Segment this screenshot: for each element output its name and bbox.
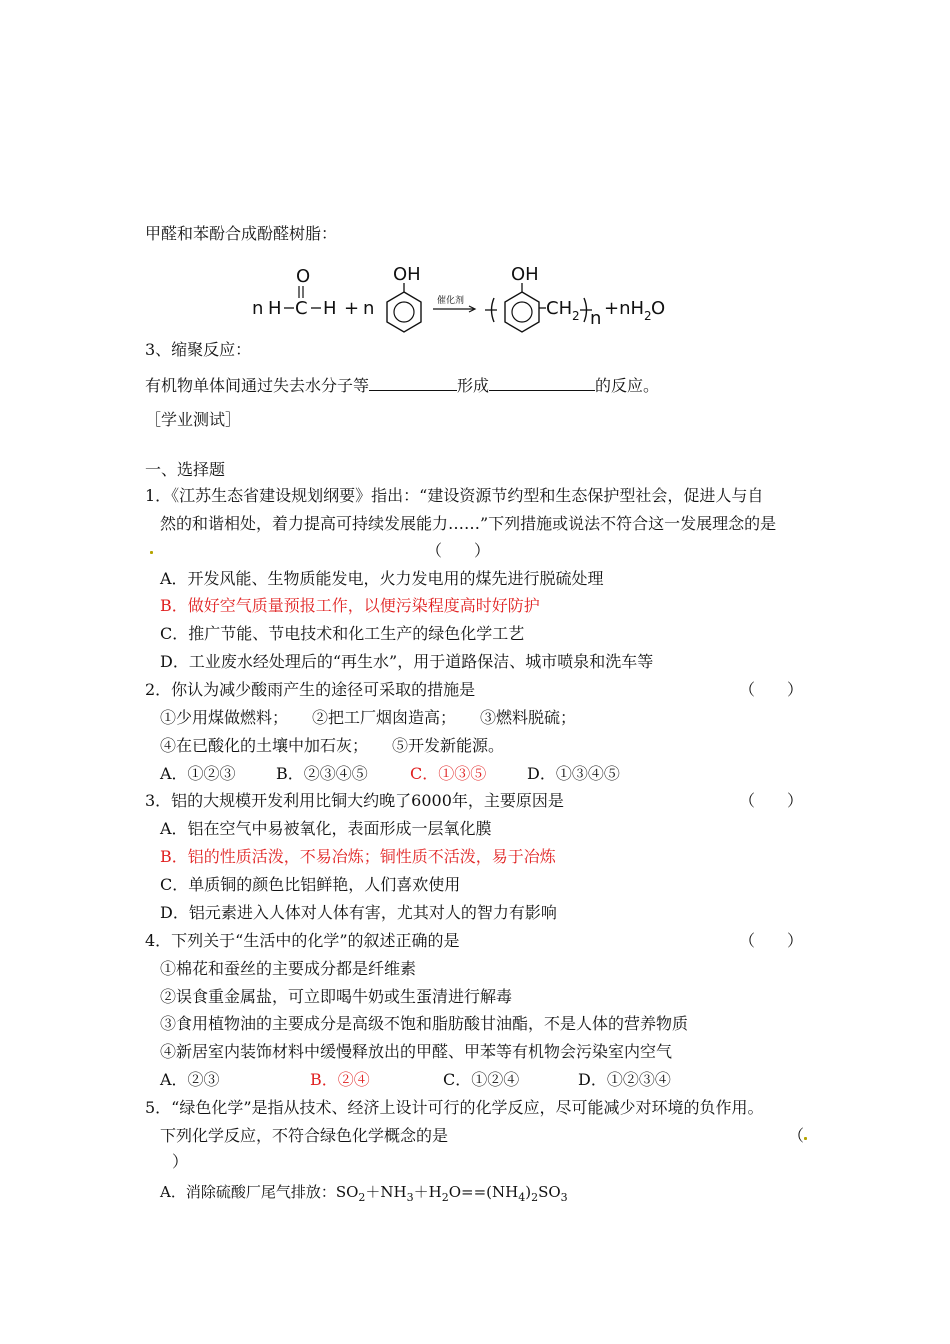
q5-a-mid4: ) bbox=[525, 1183, 532, 1201]
eq-water-n: +nH bbox=[604, 298, 645, 319]
q3-option-c: C．单质铜的颜色比铝鲜艳，人们喜欢使用 bbox=[160, 875, 461, 894]
eq-ch2-sub: 2 bbox=[572, 309, 580, 323]
q4-item3: ③食用植物油的主要成分是高级不饱和脂肪酸甘油酯，不是人体的营养物质 bbox=[160, 1014, 689, 1033]
eq-oxygen: O bbox=[296, 266, 311, 287]
q1-option-d: D．工业废水经处理后的“再生水”，用于道路保洁、城市喷泉和洗车等 bbox=[160, 652, 654, 671]
q5-a-sub3: 2 bbox=[441, 1191, 449, 1204]
q2-option-a: A．①②③ bbox=[160, 764, 236, 783]
q4-option-a: A．②③ bbox=[160, 1070, 220, 1089]
eq-oh1: OH bbox=[393, 264, 421, 285]
def-part1: 有机物单体间通过失去水分子等 bbox=[145, 376, 370, 395]
q5-line1: 5．“绿色化学”是指从技术、经济上设计可行的化学反应，尽可能减少对环境的负作用。 bbox=[145, 1098, 764, 1117]
eq-n1: n bbox=[252, 298, 264, 319]
q2-items-line1: ①少用煤做燃料； ②把工厂烟囱造高； ③燃料脱硫； bbox=[160, 708, 577, 727]
q5-paren-open[interactable]: （ bbox=[788, 1126, 805, 1145]
q3-option-b: B．铝的性质活泼，不易冶炼；铜性质不活泼，易于冶炼 bbox=[160, 847, 556, 866]
phenol-formaldehyde-equation bbox=[0, 258, 950, 358]
q5-a-mid5: SO bbox=[538, 1183, 561, 1201]
q5-a-mid1: ＋NH bbox=[365, 1183, 407, 1201]
q2-answer-paren[interactable]: （ ） bbox=[739, 680, 804, 699]
def-part3: 的反应。 bbox=[595, 376, 660, 395]
benzene-ring-2-icon bbox=[505, 292, 539, 332]
q5-a-sub6: 3 bbox=[560, 1191, 568, 1204]
intro-text: 甲醛和苯酚合成酚醛树脂： bbox=[145, 224, 338, 243]
q5-a-sub1: 2 bbox=[358, 1191, 366, 1204]
q3-answer-paren[interactable]: （ ） bbox=[739, 791, 804, 810]
q5-line2: 下列化学反应，不符合绿色化学概念的是 bbox=[160, 1126, 449, 1145]
section3-title: 3、缩聚反应： bbox=[145, 340, 252, 359]
q5-option-a bbox=[160, 1180, 568, 1210]
eq-water-sub: 2 bbox=[644, 309, 652, 323]
fill-blank-2[interactable] bbox=[489, 372, 595, 391]
part-title: 一、选择题 bbox=[145, 460, 226, 479]
q3-option-d: D．铝元素进入人体对人体有害，尤其对人的智力有影响 bbox=[160, 903, 557, 922]
eq-carbon: C bbox=[295, 298, 308, 319]
q2-stem: 2．你认为减少酸雨产生的途径可采取的措施是 bbox=[145, 680, 476, 699]
q2-option-d: D．①③④⑤ bbox=[527, 764, 620, 783]
q5-a-prefix: A．消除硫酸厂尾气排放：SO bbox=[160, 1183, 359, 1201]
eq-ch2: CH bbox=[546, 298, 573, 319]
q3-option-a: A．铝在空气中易被氧化，表面形成一层氧化膜 bbox=[160, 819, 492, 838]
eq-water-o: O bbox=[651, 298, 666, 319]
stray-dot bbox=[150, 551, 153, 554]
q2-items-line2: ④在已酸化的土壤中加石灰； ⑤开发新能源。 bbox=[160, 736, 505, 755]
q4-option-b: B．②④ bbox=[310, 1070, 370, 1089]
eq-h-left: H bbox=[268, 298, 282, 319]
q1-line2: 然的和谐相处，着力提高可持续发展能力……”下列措施或说法不符合这一发展理念的是 bbox=[160, 514, 777, 533]
q5-a-mid2: ＋H bbox=[413, 1183, 442, 1201]
benzene-ring-icon bbox=[387, 292, 421, 332]
q5-a-sub4: 4 bbox=[518, 1191, 526, 1204]
section3-definition bbox=[145, 372, 659, 398]
eq-h-right: H bbox=[323, 298, 337, 319]
q2-option-b: B．②③④⑤ bbox=[276, 764, 368, 783]
q1-line1: 1．《江苏生态省建设规划纲要》指出：“建设资源节约型和生态保护型社会，促进人与自 bbox=[145, 486, 764, 505]
def-part2: 形成 bbox=[457, 376, 490, 395]
stray-dot-2 bbox=[804, 1137, 807, 1140]
q4-answer-paren[interactable]: （ ） bbox=[739, 931, 804, 950]
q5-a-mid3: O==(NH bbox=[448, 1183, 519, 1201]
q2-option-c: C．①③⑤ bbox=[410, 764, 487, 783]
test-header: ［学业测试］ bbox=[145, 410, 242, 429]
eq-subscript-n: n bbox=[590, 308, 602, 329]
eq-oh2: OH bbox=[511, 264, 539, 285]
q5-paren-close: ） bbox=[172, 1152, 189, 1171]
fill-blank-1[interactable] bbox=[369, 372, 457, 391]
q1-option-a: A．开发风能、生物质能发电，火力发电用的煤先进行脱硫处理 bbox=[160, 569, 604, 588]
eq-n2: n bbox=[363, 298, 375, 319]
q4-item2: ②误食重金属盐，可立即喝牛奶或生蛋清进行解毒 bbox=[160, 987, 513, 1006]
q4-stem: 4．下列关于“生活中的化学”的叙述正确的是 bbox=[145, 931, 460, 950]
q1-option-c: C．推广节能、节电技术和化工生产的绿色化学工艺 bbox=[160, 624, 525, 643]
q5-a-sub2: 3 bbox=[406, 1191, 414, 1204]
q1-option-b: B．做好空气质量预报工作，以便污染程度高时好防护 bbox=[160, 596, 540, 615]
q3-stem: 3．铝的大规模开发利用比铜大约晚了6000年，主要原因是 bbox=[145, 791, 564, 810]
q4-item4: ④新居室内装饰材料中缓慢释放出的甲醛、甲苯等有机物会污染室内空气 bbox=[160, 1042, 673, 1061]
eq-catalyst: 催化剂 bbox=[437, 296, 465, 306]
q1-answer-paren[interactable]: （ ） bbox=[426, 541, 491, 560]
eq-plus: + bbox=[344, 298, 360, 319]
q4-item1: ①棉花和蚕丝的主要成分都是纤维素 bbox=[160, 959, 417, 978]
q4-option-d: D．①②③④ bbox=[578, 1070, 671, 1089]
q4-option-c: C．①②④ bbox=[443, 1070, 520, 1089]
q5-a-sub5: 2 bbox=[531, 1191, 539, 1204]
